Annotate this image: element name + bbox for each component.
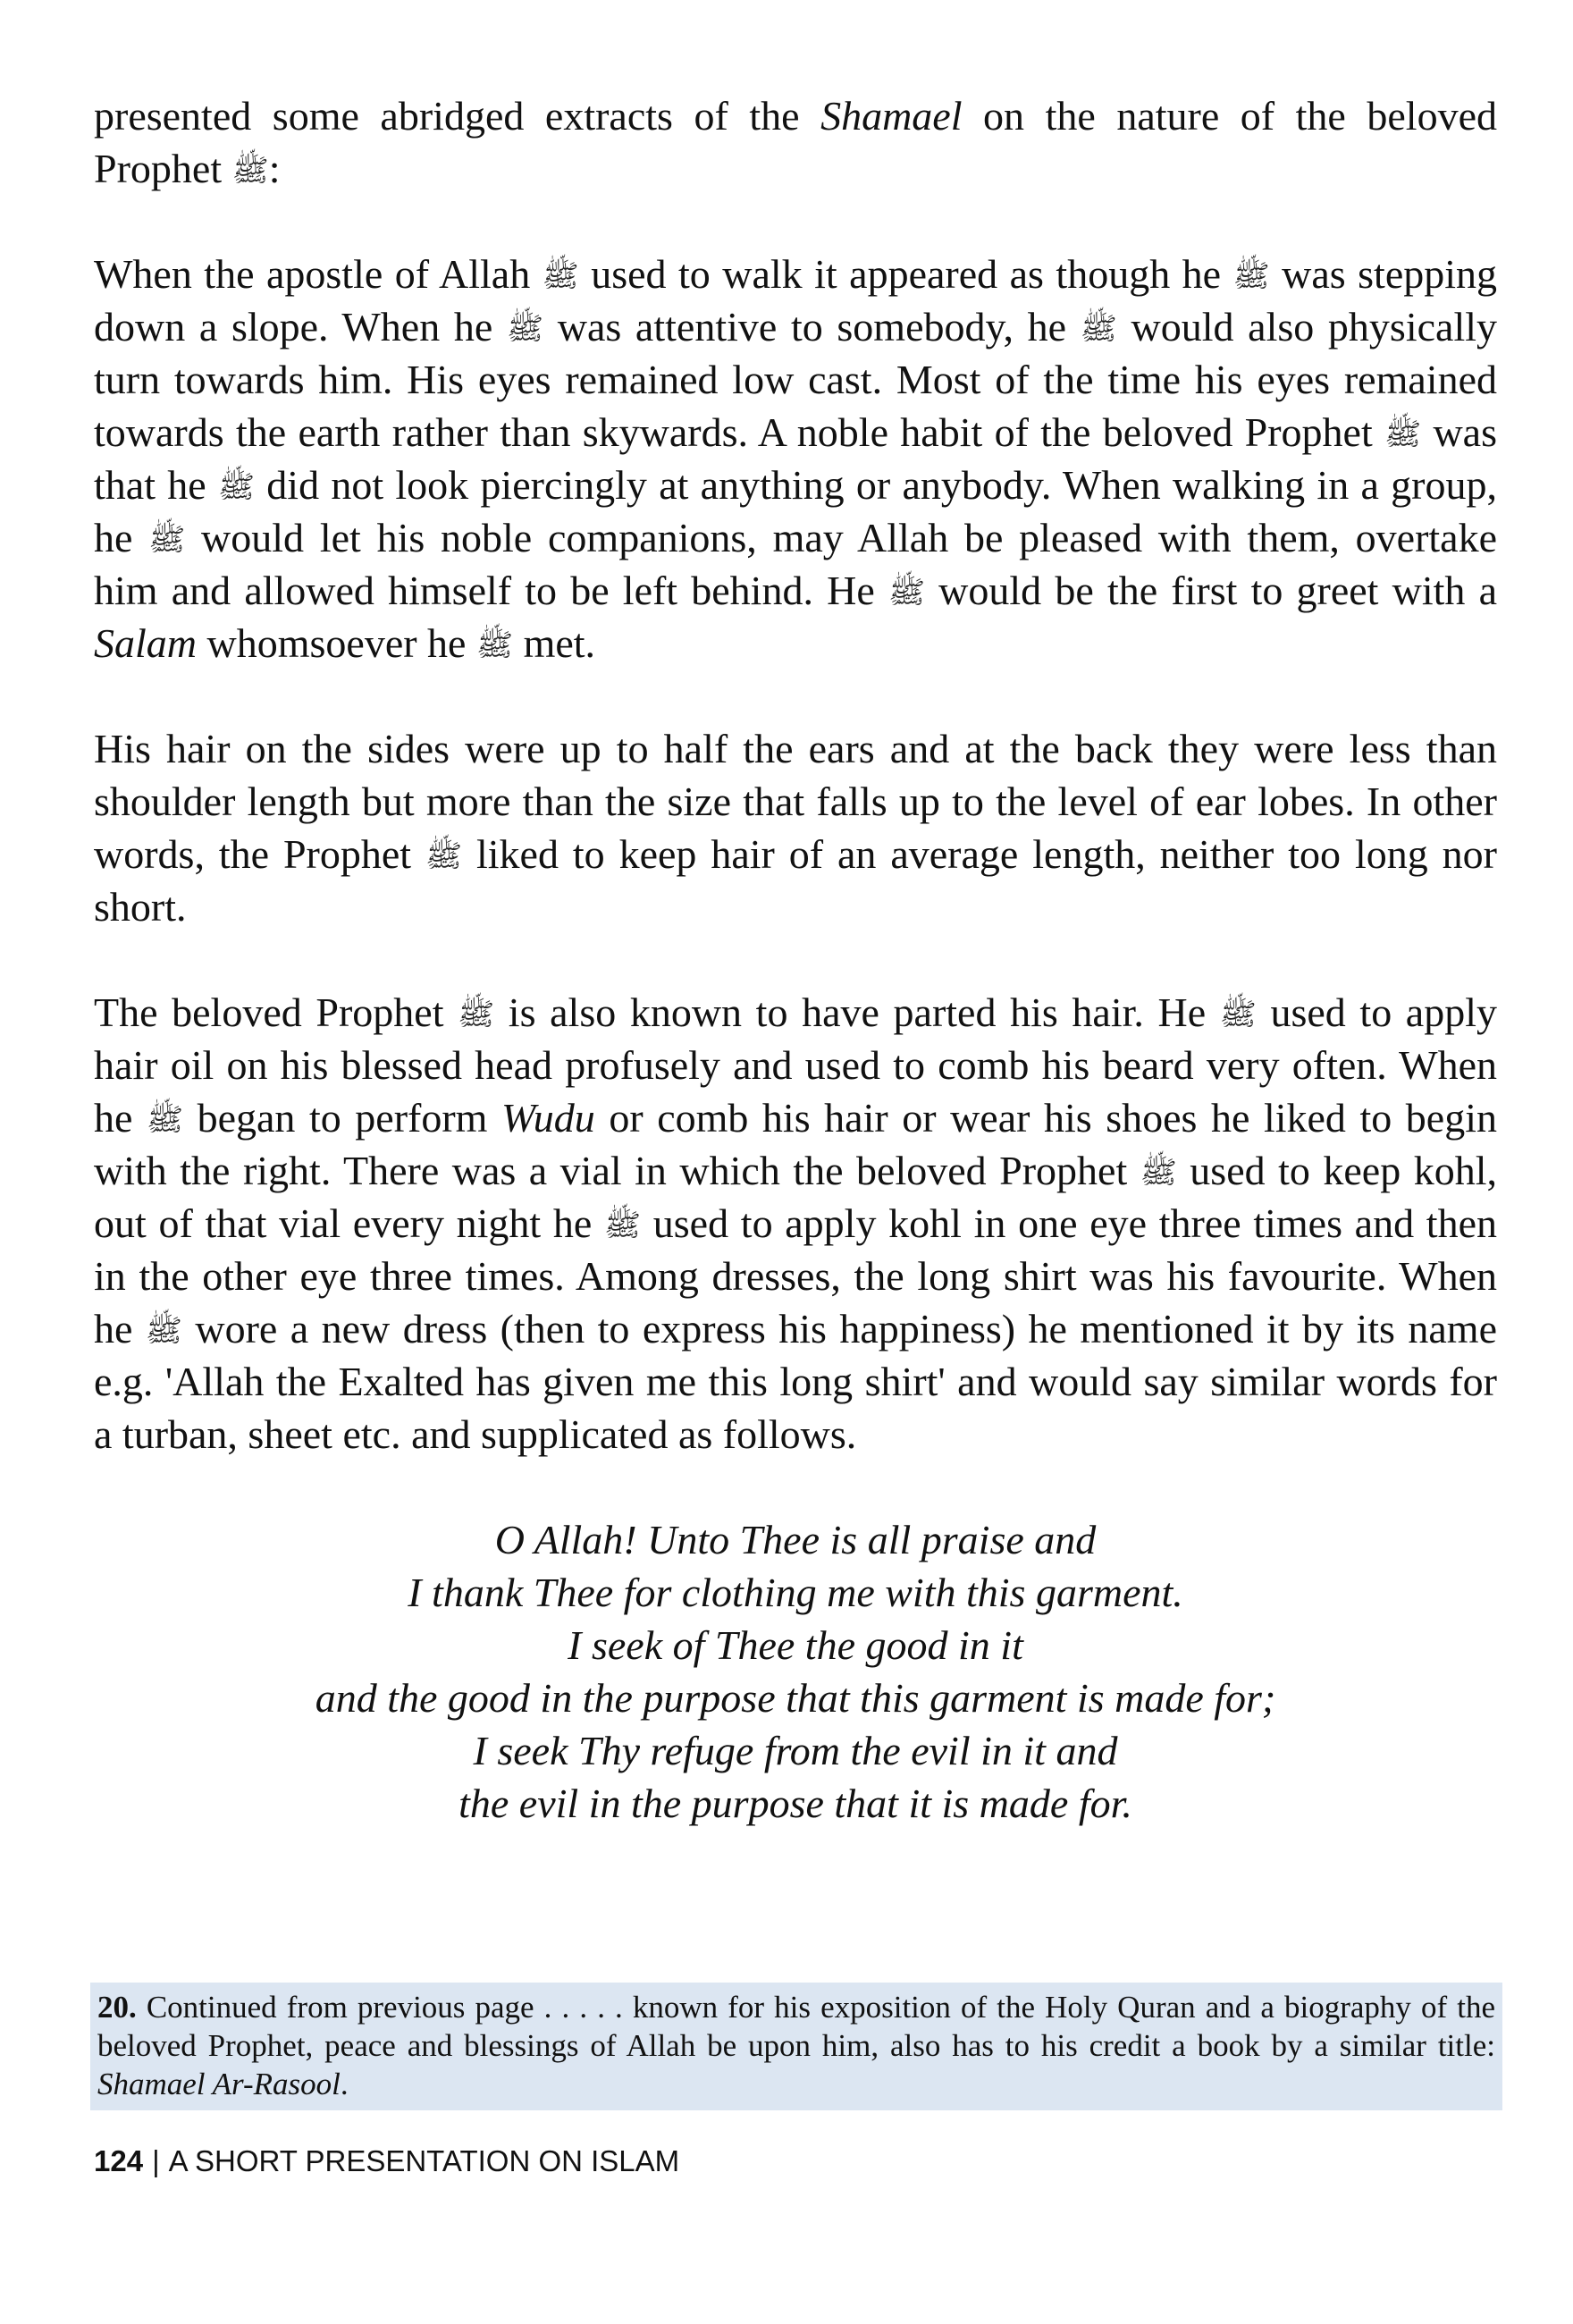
salawat-symbol-icon: ﷺ [145, 1313, 182, 1349]
text: began to perform [183, 1095, 501, 1141]
text: When the apostle of Allah [94, 251, 543, 297]
text: would let his noble companions, may Allah be pleased with them, overtake him and allowed himself to be left behind. He [94, 515, 1498, 613]
text: is also known to have parted his hair. He [494, 989, 1220, 1035]
salawat-symbol-icon: ﷺ [1080, 311, 1117, 347]
footnote-text: . [340, 2067, 349, 2101]
text: on the nature of the beloved Prophet [94, 93, 1497, 191]
text: was attentive to somebody, he [543, 304, 1081, 349]
salawat-symbol-icon: ﷺ [475, 627, 514, 663]
footnote-box [90, 1983, 1502, 2110]
page-footer [94, 2143, 679, 2179]
text: was stepping down a slope. When he [94, 251, 1498, 349]
footnote-text: Continued from previous page . . . . . known for his exposition of the Holy Quran and a biography of the beloved Prophet, peace and blessings of Allah be upon him, also has to his credit a book by a similar title: [97, 1990, 1495, 2063]
text: met. [513, 620, 596, 666]
text: wore a new dress (then to express his happiness) he mentioned it by its name e.g. 'Allah the Exalted has given me this long shirt' and would say similar words for a turban, sheet etc. and supplicated as follows. [94, 1306, 1497, 1457]
salawat-symbol-icon: ﷺ [887, 575, 926, 610]
text: used to walk it appeared as though he [578, 251, 1233, 297]
paragraph-grooming [94, 986, 1497, 1461]
text: His hair on the sides were up to half the ears and at the back they were less than shoulder length but more than the size that falls up to the level of ear lobes. In other words, the Prophet [94, 726, 1497, 877]
supplication-line: and the good in the purpose that this garment is made for; [315, 1675, 1276, 1721]
footer-separator: | [152, 2144, 160, 2177]
text: liked to keep hair of an average length, neither too long nor short. [94, 831, 1497, 930]
text: whomsoever he [197, 620, 476, 666]
salawat-symbol-icon: ﷺ [604, 1208, 642, 1243]
supplication-line: I seek of Thee the good in it [568, 1622, 1023, 1668]
text: presented some abridged extracts of the [94, 93, 821, 139]
body-text [94, 89, 1497, 1830]
supplication-line: O Allah! Unto Thee is all praise and [494, 1517, 1097, 1562]
supplication-block [94, 1513, 1497, 1830]
salawat-symbol-icon: ﷺ [217, 469, 256, 505]
text: : [268, 146, 281, 191]
supplication-line: I thank Thee for clothing me with this garment. [408, 1570, 1183, 1615]
text: used to keep kohl, out of that vial every night he [94, 1148, 1497, 1246]
salawat-symbol-icon: ﷺ [542, 258, 579, 294]
text: used to apply kohl in one eye three times and then in the other eye three times. Among dresses, the long shirt was his favourite. When he [94, 1200, 1497, 1351]
page-number: 124 [94, 2144, 144, 2177]
running-title: A SHORT PRESENTATION ON ISLAM [168, 2144, 680, 2177]
footnote-number: 20. [97, 1990, 137, 2025]
text: would also physically turn towards him. His eyes remained low cast. Most of the time his eyes remained towards the earth rather than skywards. A noble habit of the beloved Prophet [94, 304, 1498, 455]
text: would be the first to greet with a [925, 568, 1497, 613]
paragraph-intro [94, 89, 1497, 195]
supplication-line: I seek Thy refuge from the evil in it and [473, 1728, 1118, 1773]
text: or comb his hair or wear his shoes he liked to begin with the right. There was a vial in which the beloved Prophet [94, 1095, 1497, 1193]
salawat-symbol-icon: ﷺ [148, 522, 186, 558]
salawat-symbol-icon: ﷺ [231, 153, 269, 189]
salawat-symbol-icon: ﷺ [458, 997, 495, 1032]
salawat-symbol-icon: ﷺ [146, 1102, 184, 1138]
paragraph-walk [94, 248, 1497, 669]
paragraph-hair [94, 722, 1497, 933]
italic-term: Salam [94, 620, 197, 666]
italic-term: Shamael [820, 93, 963, 139]
salawat-symbol-icon: ﷺ [506, 311, 544, 347]
text: did not look piercingly at anything or anybody. When walking in a group, he [94, 462, 1497, 560]
italic-term: Wudu [501, 1095, 595, 1141]
footnote-book-title: Shamael Ar-Rasool [97, 2067, 341, 2101]
text: The beloved Prophet [94, 989, 458, 1035]
salawat-symbol-icon: ﷺ [425, 838, 463, 874]
salawat-symbol-icon: ﷺ [1140, 1155, 1177, 1191]
text: used to apply hair oil on his blessed head profusely and used to comb his beard very often. When he [94, 989, 1498, 1141]
salawat-symbol-icon: ﷺ [1232, 258, 1270, 294]
salawat-symbol-icon: ﷺ [1384, 417, 1422, 452]
supplication-line: the evil in the purpose that it is made for. [458, 1781, 1132, 1826]
text: was that he [94, 409, 1497, 508]
salawat-symbol-icon: ﷺ [1219, 997, 1257, 1032]
